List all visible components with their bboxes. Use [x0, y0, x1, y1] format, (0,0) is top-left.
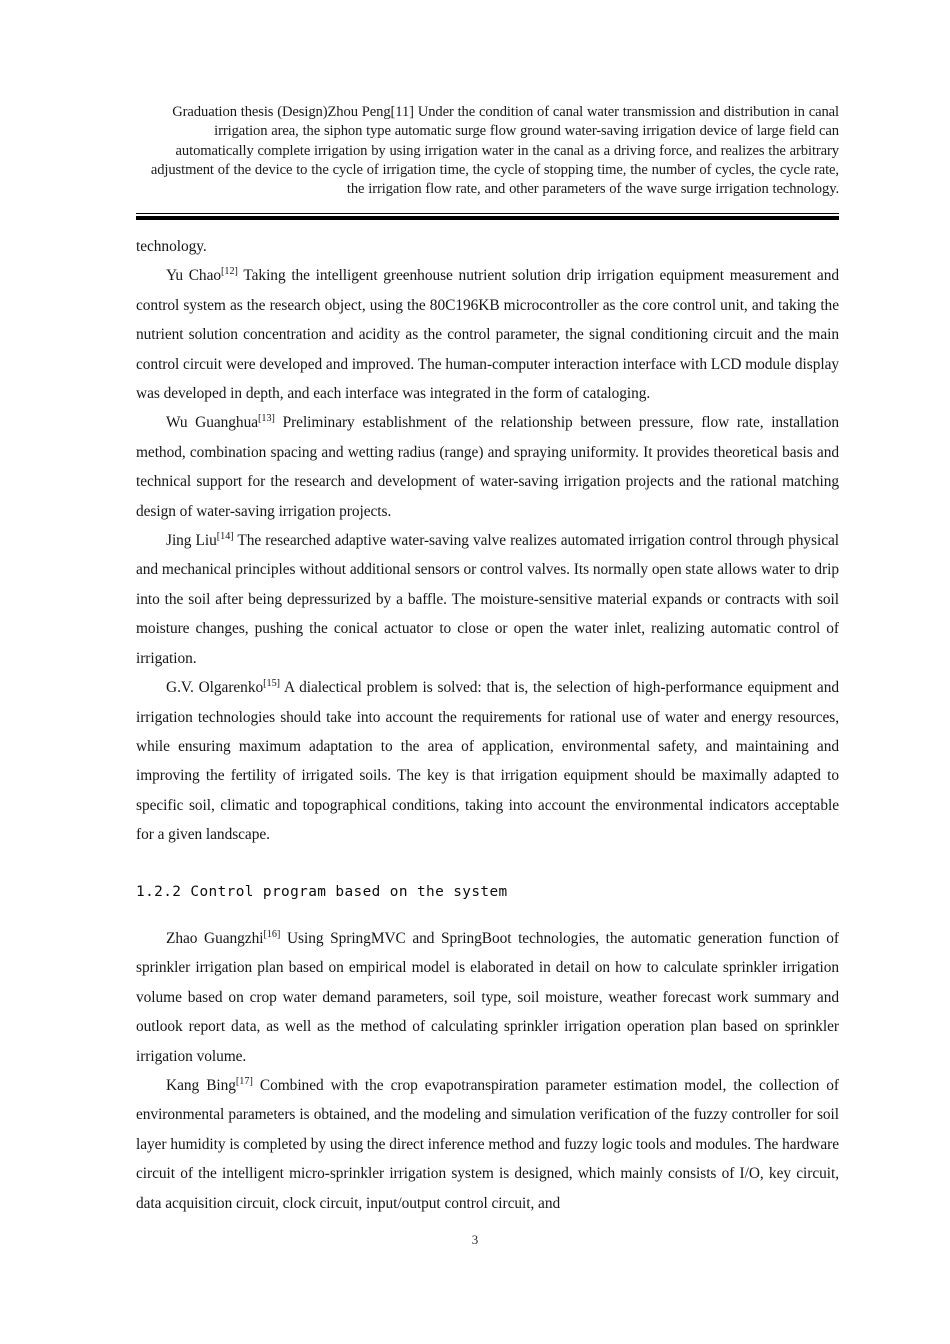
continuation-text: technology. [136, 238, 207, 255]
paragraph-kang-bing [136, 1071, 839, 1218]
paragraph-kang-bing-text: Combined with the crop evapotranspiration parameter estimation model, the collection of environmental parameters is obtained, and the modeling and simulation verification of the fuzzy controller for soil layer humidity is completed by using the direct inference method and fuzzy logic tools and modules. The hardware circuit of the intelligent micro-sprinkler irrigation system is designed, which mainly consists of I/O, key circuit, data acquisition circuit, clock circuit, input/output control circuit, and [136, 1076, 839, 1212]
paragraph-wu-guanghua-text: Preliminary establishment of the relationship between pressure, flow rate, installation method, combination spacing and wetting radius (range) and spraying uniformity. It provides theoretical basis and technical support for the research and development of water-saving irrigation projects and the rational matching design of water-saving irrigation projects. [136, 414, 839, 520]
paragraph-jing-liu [136, 526, 839, 673]
paragraph-continuation [136, 232, 839, 261]
heading-spacer-below [136, 907, 839, 924]
header-rule-thick [136, 216, 839, 220]
citation-marker-16: [16] [263, 928, 281, 940]
page-number-footer: 3 [471, 1232, 479, 1247]
heading-spacer-above [136, 850, 839, 878]
author-yu-chao: Yu Chao [166, 267, 222, 285]
citation-marker-17: [17] [235, 1075, 253, 1087]
paragraph-zhao-guangzhi [136, 924, 839, 1071]
citation-marker-15: [15] [263, 677, 281, 689]
paragraph-yu-chao [136, 261, 839, 408]
author-zhao-guangzhi: Zhao Guangzhi [166, 929, 264, 947]
citation-marker-14: [14] [216, 530, 234, 542]
paragraph-wu-guanghua [136, 408, 839, 526]
section-heading-1-2-2: 1.2.2 Control program based on the system [136, 883, 508, 900]
citation-marker-12: [12] [221, 266, 238, 278]
author-olgarenko: G.V. Olgarenko [166, 679, 264, 697]
paragraph-zhao-guangzhi-text: Using SpringMVC and SpringBoot technologies, the automatic generation function of sprinkler irrigation plan based on empirical model is elaborated in detail on how to calculate sprinkler irrigation volume based on crop water demand parameters, soil type, soil moisture, weather forecast work summary and outlook report data, as well as the method of calculating sprinkler irrigation operation plan based on sprinkler irrigation volume. [136, 929, 839, 1065]
paragraph-olgarenko-text: A dialectical problem is solved: that is, the selection of high-performance equipment and irrigation technologies should take into account the requirements for rational use of water and energy resources, while ensuring maximum adaptation to the area of application, environmental safety, and maintaining and improving the fertility of irrigated soils. The key is that irrigation equipment should be maximally adapted to specific soil, climatic and topographical conditions, taking into account the environmental indicators acceptable for a given landscape. [136, 679, 840, 844]
author-kang-bing: Kang Bing [166, 1076, 236, 1094]
header-separator-rule [136, 213, 839, 220]
paragraph-jing-liu-text: The researched adaptive water-saving valve realizes automated irrigation control through physical and mechanical principles without additional sensors or control valves. Its normally open state allows water to drip into the soil after being depressurized by a baffle. The moisture-sensitive material expands or contracts with soil moisture changes, pushing the conical actuator to close or open the water inlet, realizing automatic control of irrigation. [136, 532, 839, 667]
paragraph-olgarenko [136, 673, 839, 849]
body-text-column [136, 232, 839, 1218]
author-wu-guanghua: Wu Guanghua [166, 414, 259, 432]
running-header [136, 103, 839, 199]
citation-marker-13: [13] [258, 413, 275, 425]
running-header-text: Graduation thesis (Design)Zhou Peng[11] Under the condition of canal water transmission and distribution in canal irrigation area, the siphon type automatic surge flow ground water-saving irrigation device of large field can automatically complete irrigation by using irrigation water in the canal as a driving force, and realizes the arbitrary adjustment of the device to the cycle of irrigation time, the cycle of stopping time, the number of cycles, the cycle rate, the irrigation flow rate, and other parameters of the wave surge irrigation technology. [150, 104, 839, 198]
paragraph-yu-chao-text: Taking the intelligent greenhouse nutrient solution drip irrigation equipment measurement and control system as the research object, using the 80C196KB microcontroller as the core control unit, and taking the nutrient solution concentration and acidity as the control parameter, the signal conditioning circuit and the main control circuit were developed and improved. The human-computer interaction interface with LCD module display was developed in depth, and each interface was integrated in the form of cataloging. [136, 267, 839, 403]
author-jing-liu: Jing Liu [166, 532, 217, 550]
